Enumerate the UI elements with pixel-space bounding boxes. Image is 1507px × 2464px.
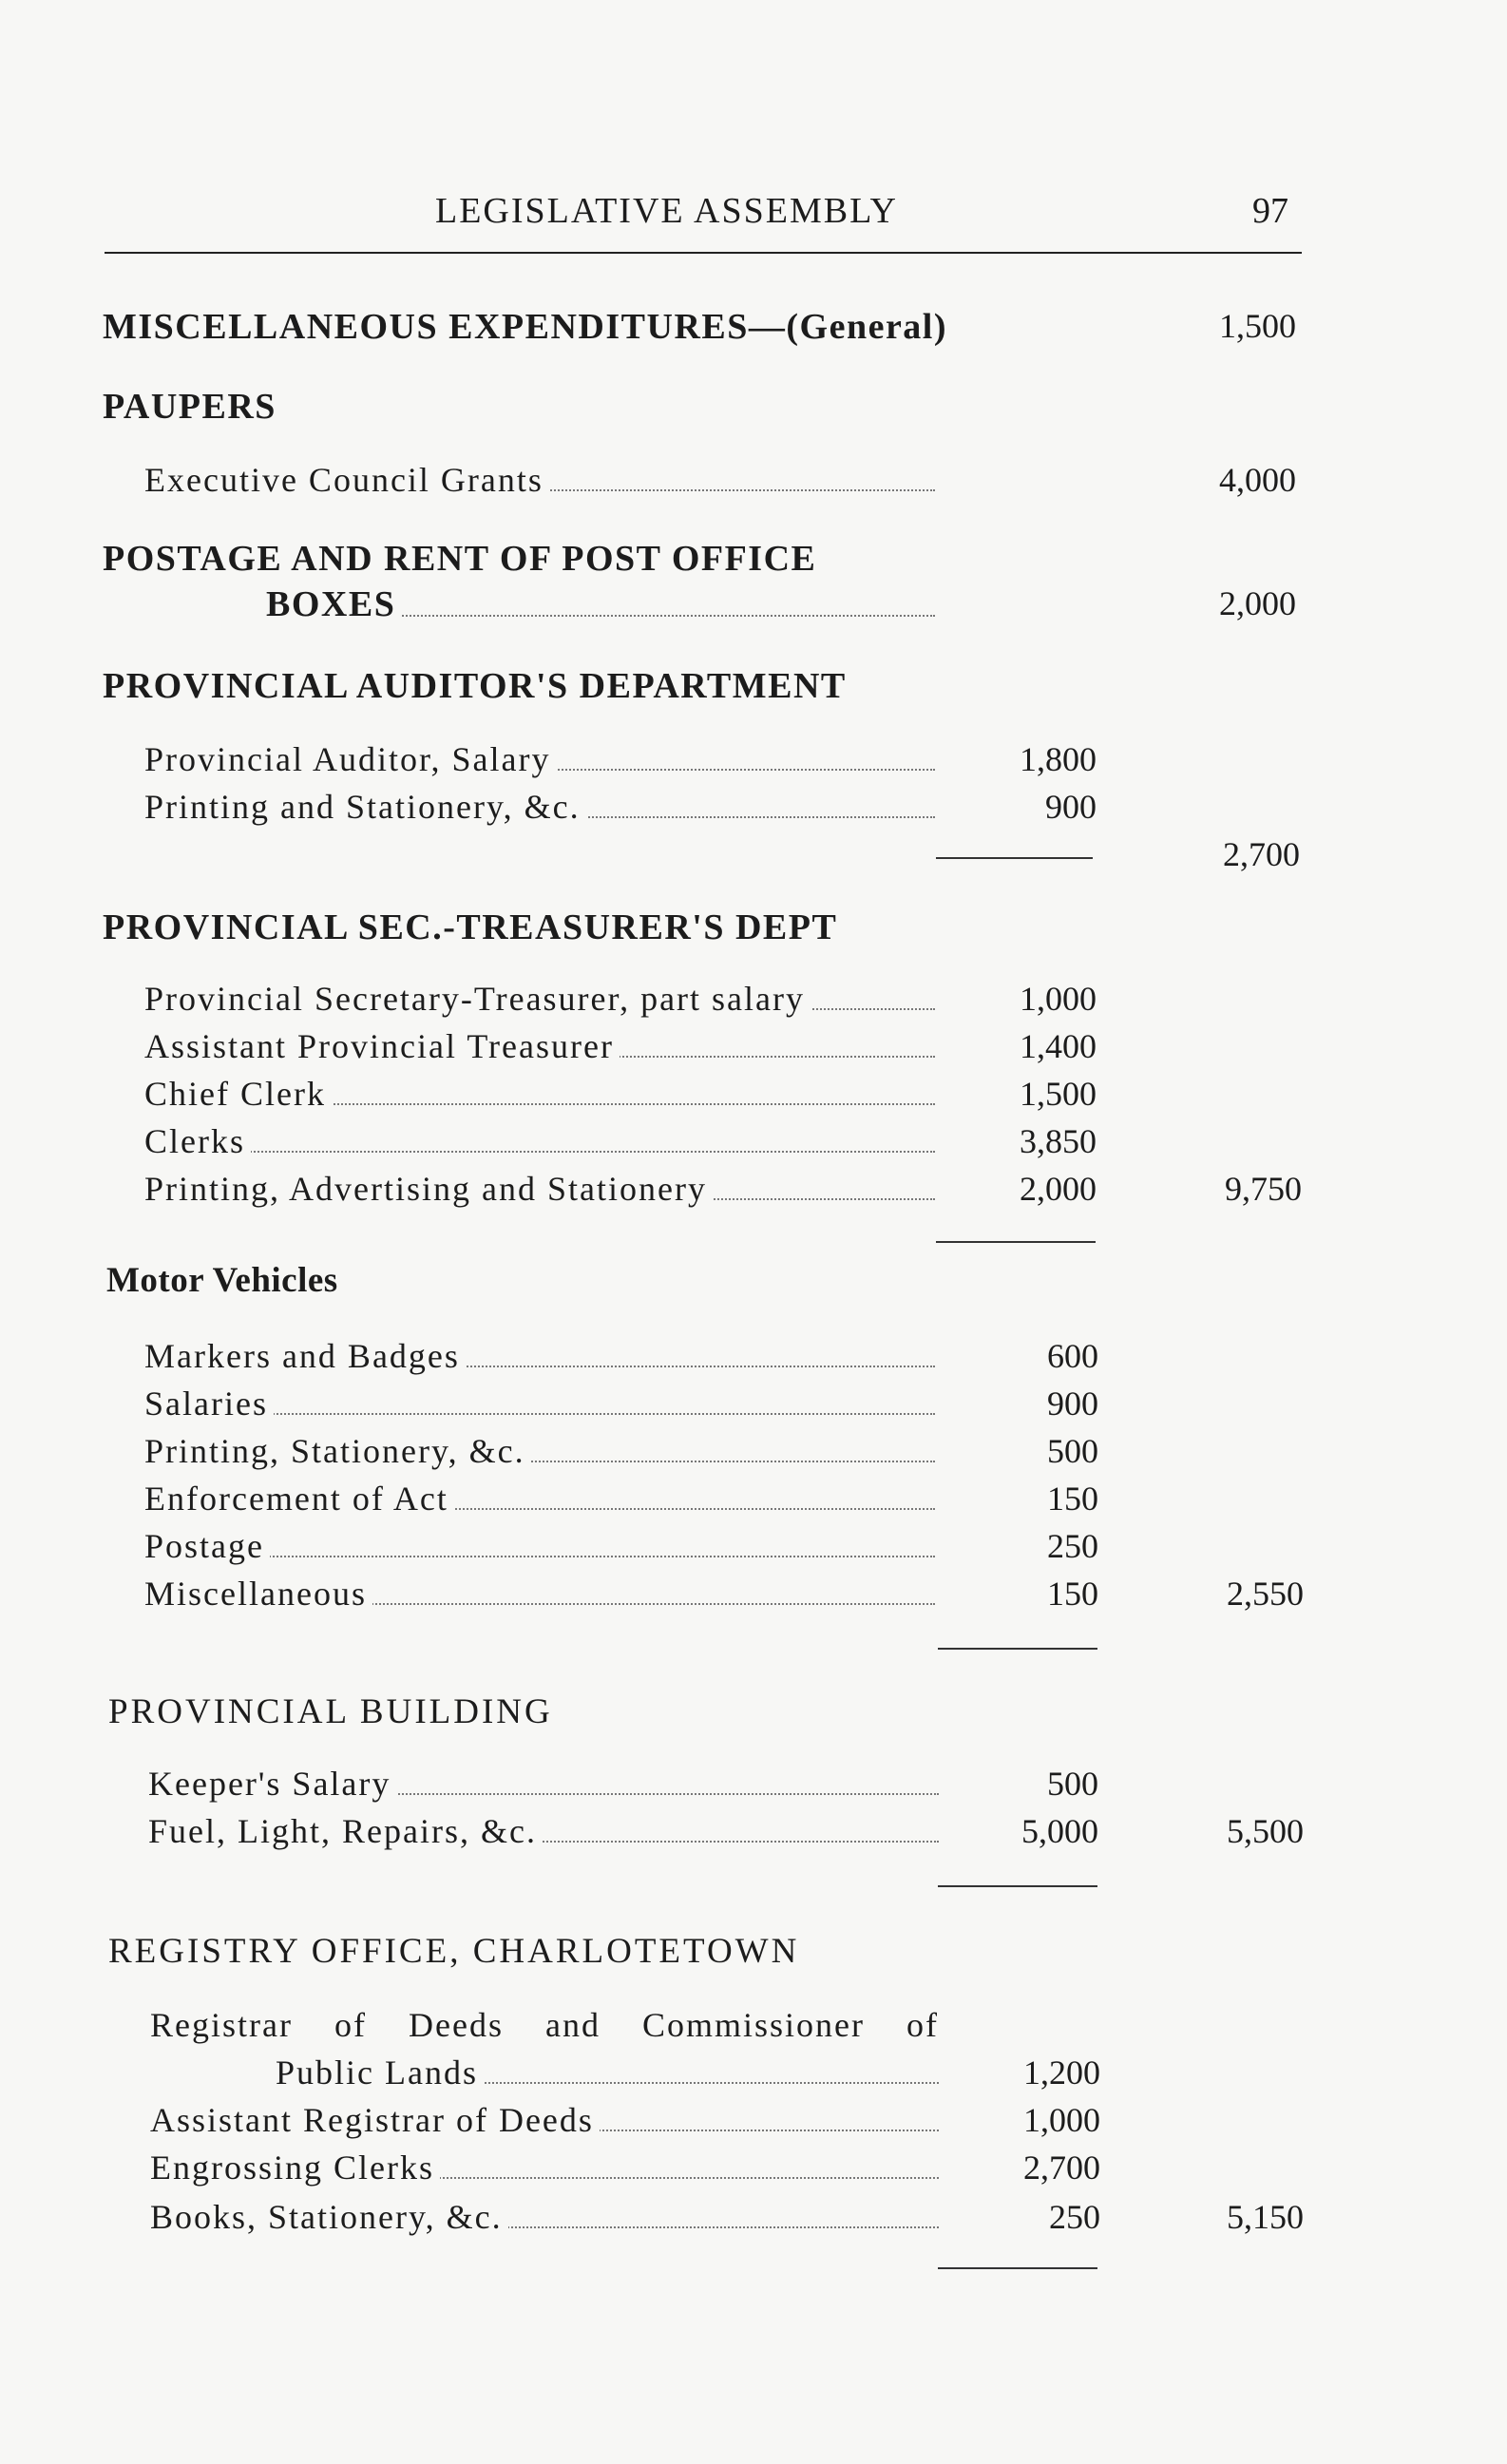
sec-treasurer-heading: PROVINCIAL SEC.-TREASURER'S DEPT	[103, 907, 838, 947]
sec-treasurer-item-label: Chief Clerk	[144, 1074, 935, 1114]
motor-row	[0, 1479, 1507, 1524]
registry-row	[0, 2197, 1507, 2243]
motor-item-label: Printing, Stationery, &c.	[144, 1431, 935, 1471]
sec-treasurer-total: 9,750	[1225, 1170, 1302, 1208]
motor-item-amount: 150	[1047, 1480, 1098, 1518]
registry-item-amount: 250	[1049, 2198, 1100, 2236]
motor-item-label: Miscellaneous	[144, 1574, 935, 1614]
motor-row	[0, 1384, 1507, 1429]
building-row	[0, 1811, 1507, 1857]
postage-heading-line1: POSTAGE AND RENT OF POST OFFICE	[103, 539, 817, 579]
sec-treasurer-row	[0, 979, 1507, 1024]
registry-item-label: Books, Stationery, &c.	[150, 2197, 939, 2237]
auditor-item-label: Provincial Auditor, Salary	[144, 739, 935, 779]
sec-treasurer-subtotal-rule	[936, 1241, 1096, 1243]
motor-item-label: Markers and Badges	[144, 1336, 935, 1376]
sec-treasurer-row	[0, 1074, 1507, 1119]
paupers-total: 4,000	[1219, 461, 1296, 499]
registry-item-label: Assistant Registrar of Deeds	[150, 2100, 939, 2140]
motor-item-amount: 250	[1047, 1527, 1098, 1565]
registry-item-amount: 1,200	[1023, 2053, 1100, 2092]
sec-treasurer-row	[0, 1121, 1507, 1167]
sec-treasurer-item-label: Provincial Secretary-Treasurer, part salary	[144, 979, 935, 1019]
sec-treasurer-item-amount: 1,000	[1020, 980, 1097, 1018]
auditor-heading: PROVINCIAL AUDITOR'S DEPARTMENT	[103, 666, 847, 706]
registry-item-label-line2: Public Lands	[276, 2053, 939, 2092]
auditor-item-label: Printing and Stationery, &c.	[144, 787, 935, 827]
sec-treasurer-item-label: Assistant Provincial Treasurer	[144, 1026, 935, 1066]
building-item-label: Fuel, Light, Repairs, &c.	[148, 1811, 939, 1851]
auditor-row	[0, 787, 1507, 832]
motor-item-amount: 900	[1047, 1385, 1098, 1423]
auditor-row	[0, 739, 1507, 785]
sec-treasurer-item-amount: 1,500	[1020, 1075, 1097, 1113]
auditor-item-amount: 900	[1045, 788, 1097, 826]
auditor-item-amount: 1,800	[1020, 740, 1097, 778]
motor-row	[0, 1431, 1507, 1477]
paupers-row	[0, 460, 1507, 506]
sec-treasurer-item-label: Clerks	[144, 1121, 935, 1161]
building-subtotal-rule	[938, 1885, 1097, 1887]
registry-item-label-line1: Registrar of Deeds and Commissioner of	[150, 2006, 939, 2044]
building-item-amount: 500	[1047, 1765, 1098, 1803]
paupers-item-label: Executive Council Grants	[144, 460, 935, 500]
registry-item-label: Engrossing Clerks	[150, 2148, 939, 2187]
postage-row	[0, 583, 1507, 629]
motor-item-label: Postage	[144, 1526, 935, 1566]
registry-item-amount: 1,000	[1023, 2101, 1100, 2139]
registry-total: 5,150	[1227, 2198, 1304, 2236]
motor-row	[0, 1526, 1507, 1572]
postage-total: 2,000	[1219, 584, 1296, 622]
auditor-total: 2,700	[1223, 835, 1300, 873]
building-total: 5,500	[1227, 1812, 1304, 1850]
sec-treasurer-item-amount: 1,400	[1020, 1027, 1097, 1065]
motor-item-amount: 500	[1047, 1432, 1098, 1470]
motor-total: 2,550	[1227, 1575, 1304, 1613]
building-row	[0, 1764, 1507, 1809]
motor-item-label: Enforcement of Act	[144, 1479, 935, 1519]
registry-heading: REGISTRY OFFICE, CHARLOTETOWN	[108, 1932, 800, 1971]
misc-total: 1,500	[1219, 307, 1296, 345]
motor-item-label: Salaries	[144, 1384, 935, 1423]
motor-item-amount: 600	[1047, 1337, 1098, 1375]
registry-row	[0, 2053, 1507, 2098]
building-heading: PROVINCIAL BUILDING	[108, 1692, 553, 1731]
paupers-heading: PAUPERS	[103, 387, 277, 427]
sec-treasurer-item-label: Printing, Advertising and Stationery	[144, 1169, 935, 1209]
motor-heading: Motor Vehicles	[106, 1261, 338, 1300]
running-header-title: LEGISLATIVE ASSEMBLY	[435, 191, 898, 231]
registry-item-amount: 2,700	[1023, 2149, 1100, 2187]
postage-heading-line2: BOXES	[266, 583, 935, 625]
building-item-amount: 5,000	[1021, 1812, 1098, 1850]
motor-subtotal-rule	[938, 1648, 1097, 1650]
motor-row	[0, 1574, 1507, 1619]
misc-heading: MISCELLANEOUS EXPENDITURES—(General)	[103, 307, 948, 347]
registry-subtotal-rule	[938, 2267, 1097, 2269]
header-rule	[105, 252, 1302, 254]
page-number: 97	[1252, 191, 1288, 231]
sec-treasurer-item-amount: 2,000	[1020, 1170, 1097, 1208]
sec-treasurer-item-amount: 3,850	[1020, 1122, 1097, 1160]
motor-item-amount: 150	[1047, 1575, 1098, 1613]
registry-row	[0, 2100, 1507, 2146]
auditor-subtotal-rule	[936, 857, 1093, 859]
registry-row	[0, 2148, 1507, 2193]
registry-row	[0, 2005, 1507, 2051]
building-item-label: Keeper's Salary	[148, 1764, 939, 1804]
sec-treasurer-row	[0, 1026, 1507, 1072]
motor-row	[0, 1336, 1507, 1382]
sec-treasurer-row	[0, 1169, 1507, 1214]
